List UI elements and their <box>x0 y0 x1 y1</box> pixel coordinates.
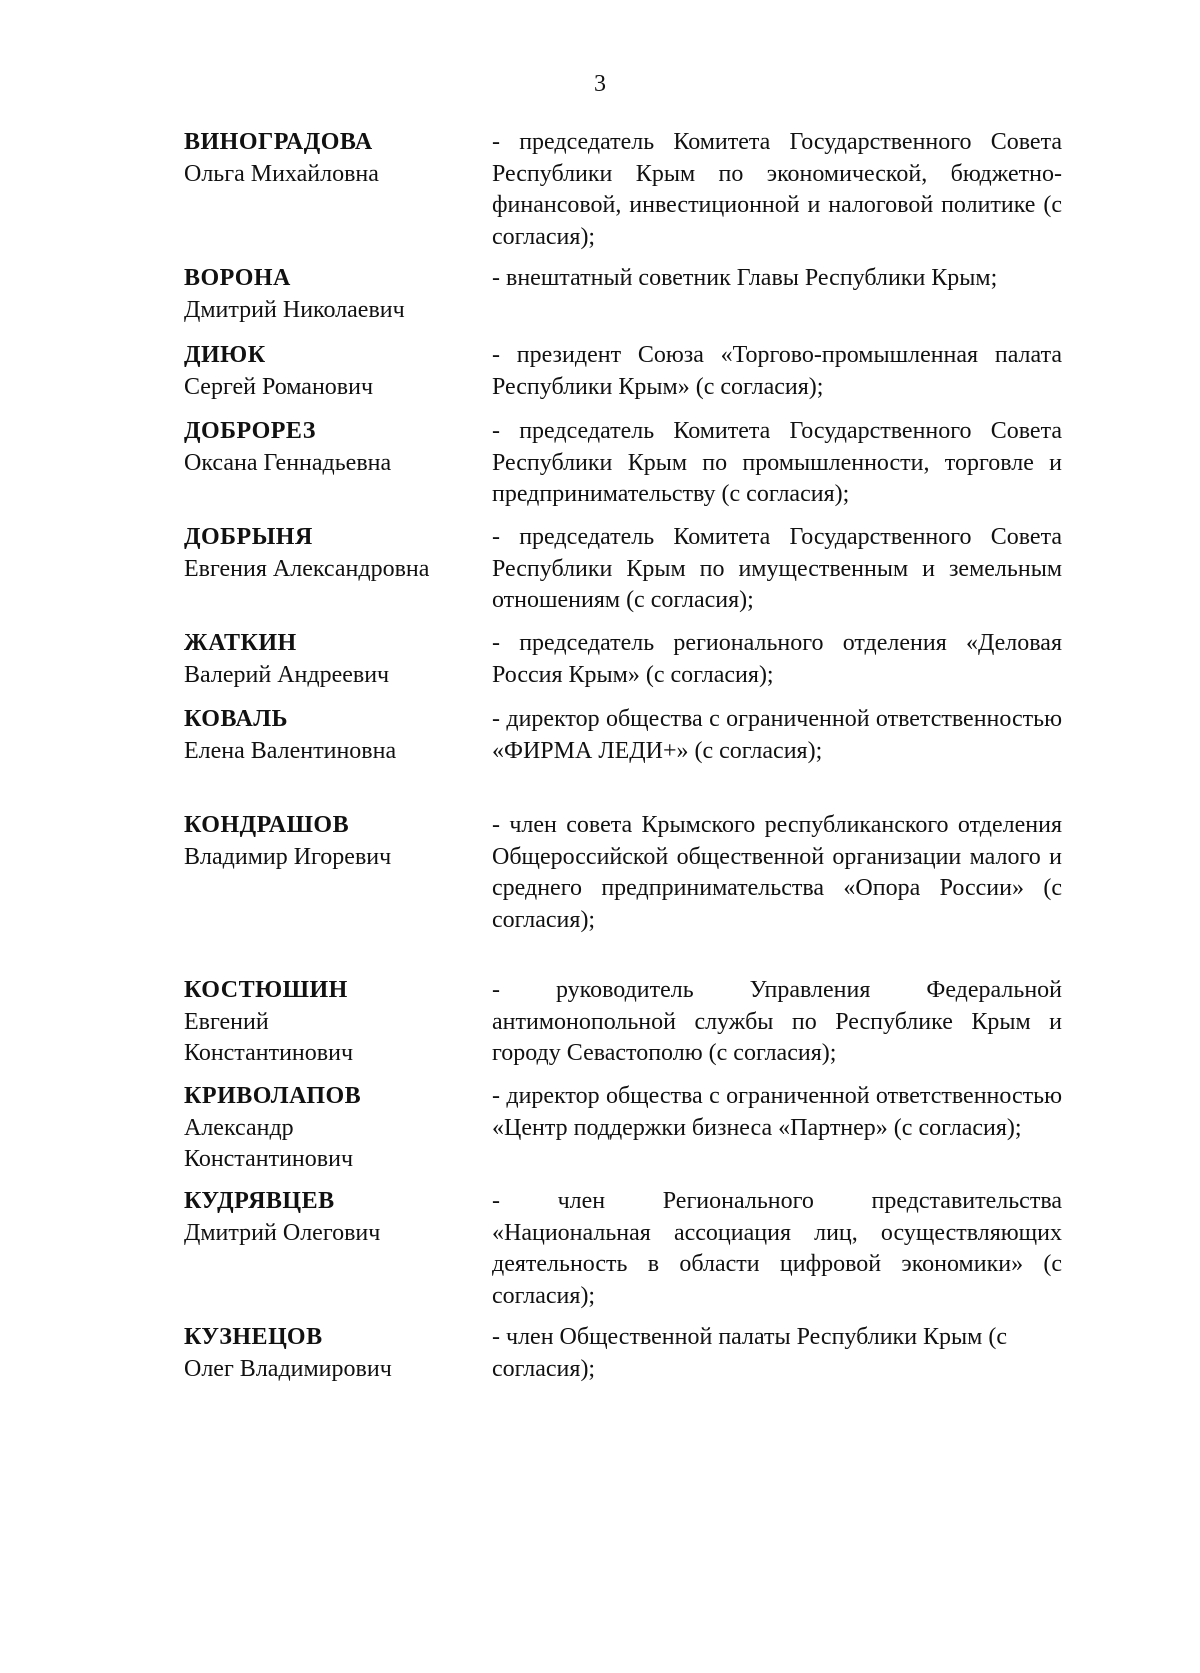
member-entry-dobrorez <box>184 416 1064 511</box>
member-role: - член Регионального представительства «Национальная ассоциация лиц, осуществляющих деятельность в области цифровой экономики» (с согласия); <box>492 1188 1062 1309</box>
member-given-name: Валерий Андреевич <box>184 661 390 688</box>
member-entry-krivolapov <box>184 1081 1064 1176</box>
member-name <box>184 628 484 691</box>
member-given-name: Евгений Константинович <box>184 1008 354 1066</box>
member-given-name: Елена Валентиновна <box>184 737 397 764</box>
member-role: - внештатный советник Главы Республики Крым; <box>492 265 998 291</box>
member-name <box>184 340 484 403</box>
member-entry-vorona <box>184 263 1064 326</box>
member-given-name: Владимир Игоревич <box>184 843 392 870</box>
member-surname: КОНДРАШОВ <box>184 812 350 838</box>
member-entry-kondrashov <box>184 810 1064 936</box>
member-name <box>184 263 484 326</box>
member-name <box>184 704 484 767</box>
member-surname: КОВАЛЬ <box>184 706 289 732</box>
member-surname: ДОБРЫНЯ <box>184 524 313 550</box>
member-role: - председатель Комитета Государственного Совета Республики Крым по имущественным и земельным отношениям (с согласия); <box>492 524 1062 613</box>
member-role: - член Общественной палаты Республики Крым (с согласия); <box>492 1324 1008 1382</box>
member-name <box>184 975 414 1070</box>
member-entry-kudryavtsev <box>184 1186 1064 1312</box>
member-surname: КОСТЮШИН <box>184 977 348 1003</box>
member-given-name: Сергей Романович <box>184 373 374 400</box>
member-surname: КУДРЯВЦЕВ <box>184 1188 335 1214</box>
member-surname: ДОБРОРЕЗ <box>184 418 316 444</box>
member-role: - руководитель Управления Федеральной антимонопольной службы по Республике Крым и городу Севастополю (с согласия); <box>492 977 1062 1066</box>
member-name <box>184 1081 414 1176</box>
member-surname: КРИВОЛАПОВ <box>184 1083 362 1109</box>
member-role: - президент Союза «Торгово-промышленная палата Республики Крым» (с согласия); <box>492 342 1062 400</box>
member-entry-kostyushin <box>184 975 1064 1070</box>
member-role: - директор общества с ограниченной ответственностью «ФИРМА ЛЕДИ+» (с согласия); <box>492 706 1062 764</box>
member-entry-vinogradova <box>184 127 1064 253</box>
member-name <box>184 1322 484 1385</box>
member-surname: ВИНОГРАДОВА <box>184 129 373 155</box>
member-given-name: Александр Константинович <box>184 1114 354 1172</box>
member-entry-dobrynya <box>184 522 1064 617</box>
member-role: - председатель регионального отделения «Деловая Россия Крым» (с согласия); <box>492 630 1062 688</box>
member-name <box>184 127 484 253</box>
page-number: 3 <box>594 71 606 97</box>
member-surname: КУЗНЕЦОВ <box>184 1324 323 1350</box>
member-surname: ЖАТКИН <box>184 630 297 656</box>
member-given-name: Олег Владимирович <box>184 1355 392 1382</box>
member-surname: ВОРОНА <box>184 265 291 291</box>
member-given-name: Евгения Александровна <box>184 555 430 582</box>
member-name <box>184 522 484 617</box>
member-role: - председатель Комитета Государственного Совета Республики Крым по промышленности, торговле и предпринимательству (с согласия); <box>492 418 1062 507</box>
member-given-name: Ольга Михайловна <box>184 160 379 187</box>
member-given-name: Дмитрий Олегович <box>184 1219 381 1246</box>
member-role: - член совета Крымского республиканского отделения Общероссийской общественной организации малого и среднего предпринимательства «Опора России» (с согласия); <box>492 812 1062 933</box>
member-entry-koval <box>184 704 1064 767</box>
member-role: - председатель Комитета Государственного Совета Республики Крым по экономической, бюджетно-финансовой, инвестиционной и налоговой политике (с согласия); <box>492 129 1062 250</box>
member-role: - директор общества с ограниченной ответственностью «Центр поддержки бизнеса «Партнер» (с согласия); <box>492 1083 1062 1141</box>
member-entry-zhatkin <box>184 628 1064 691</box>
member-name <box>184 1186 484 1312</box>
member-given-name: Оксана Геннадьевна <box>184 449 392 476</box>
member-given-name: Дмитрий Николаевич <box>184 296 405 323</box>
member-entry-kuznetsov <box>184 1322 1064 1385</box>
member-name <box>184 416 484 511</box>
member-name <box>184 810 484 936</box>
member-entry-diyuk <box>184 340 1064 403</box>
member-surname: ДИЮК <box>184 342 266 368</box>
